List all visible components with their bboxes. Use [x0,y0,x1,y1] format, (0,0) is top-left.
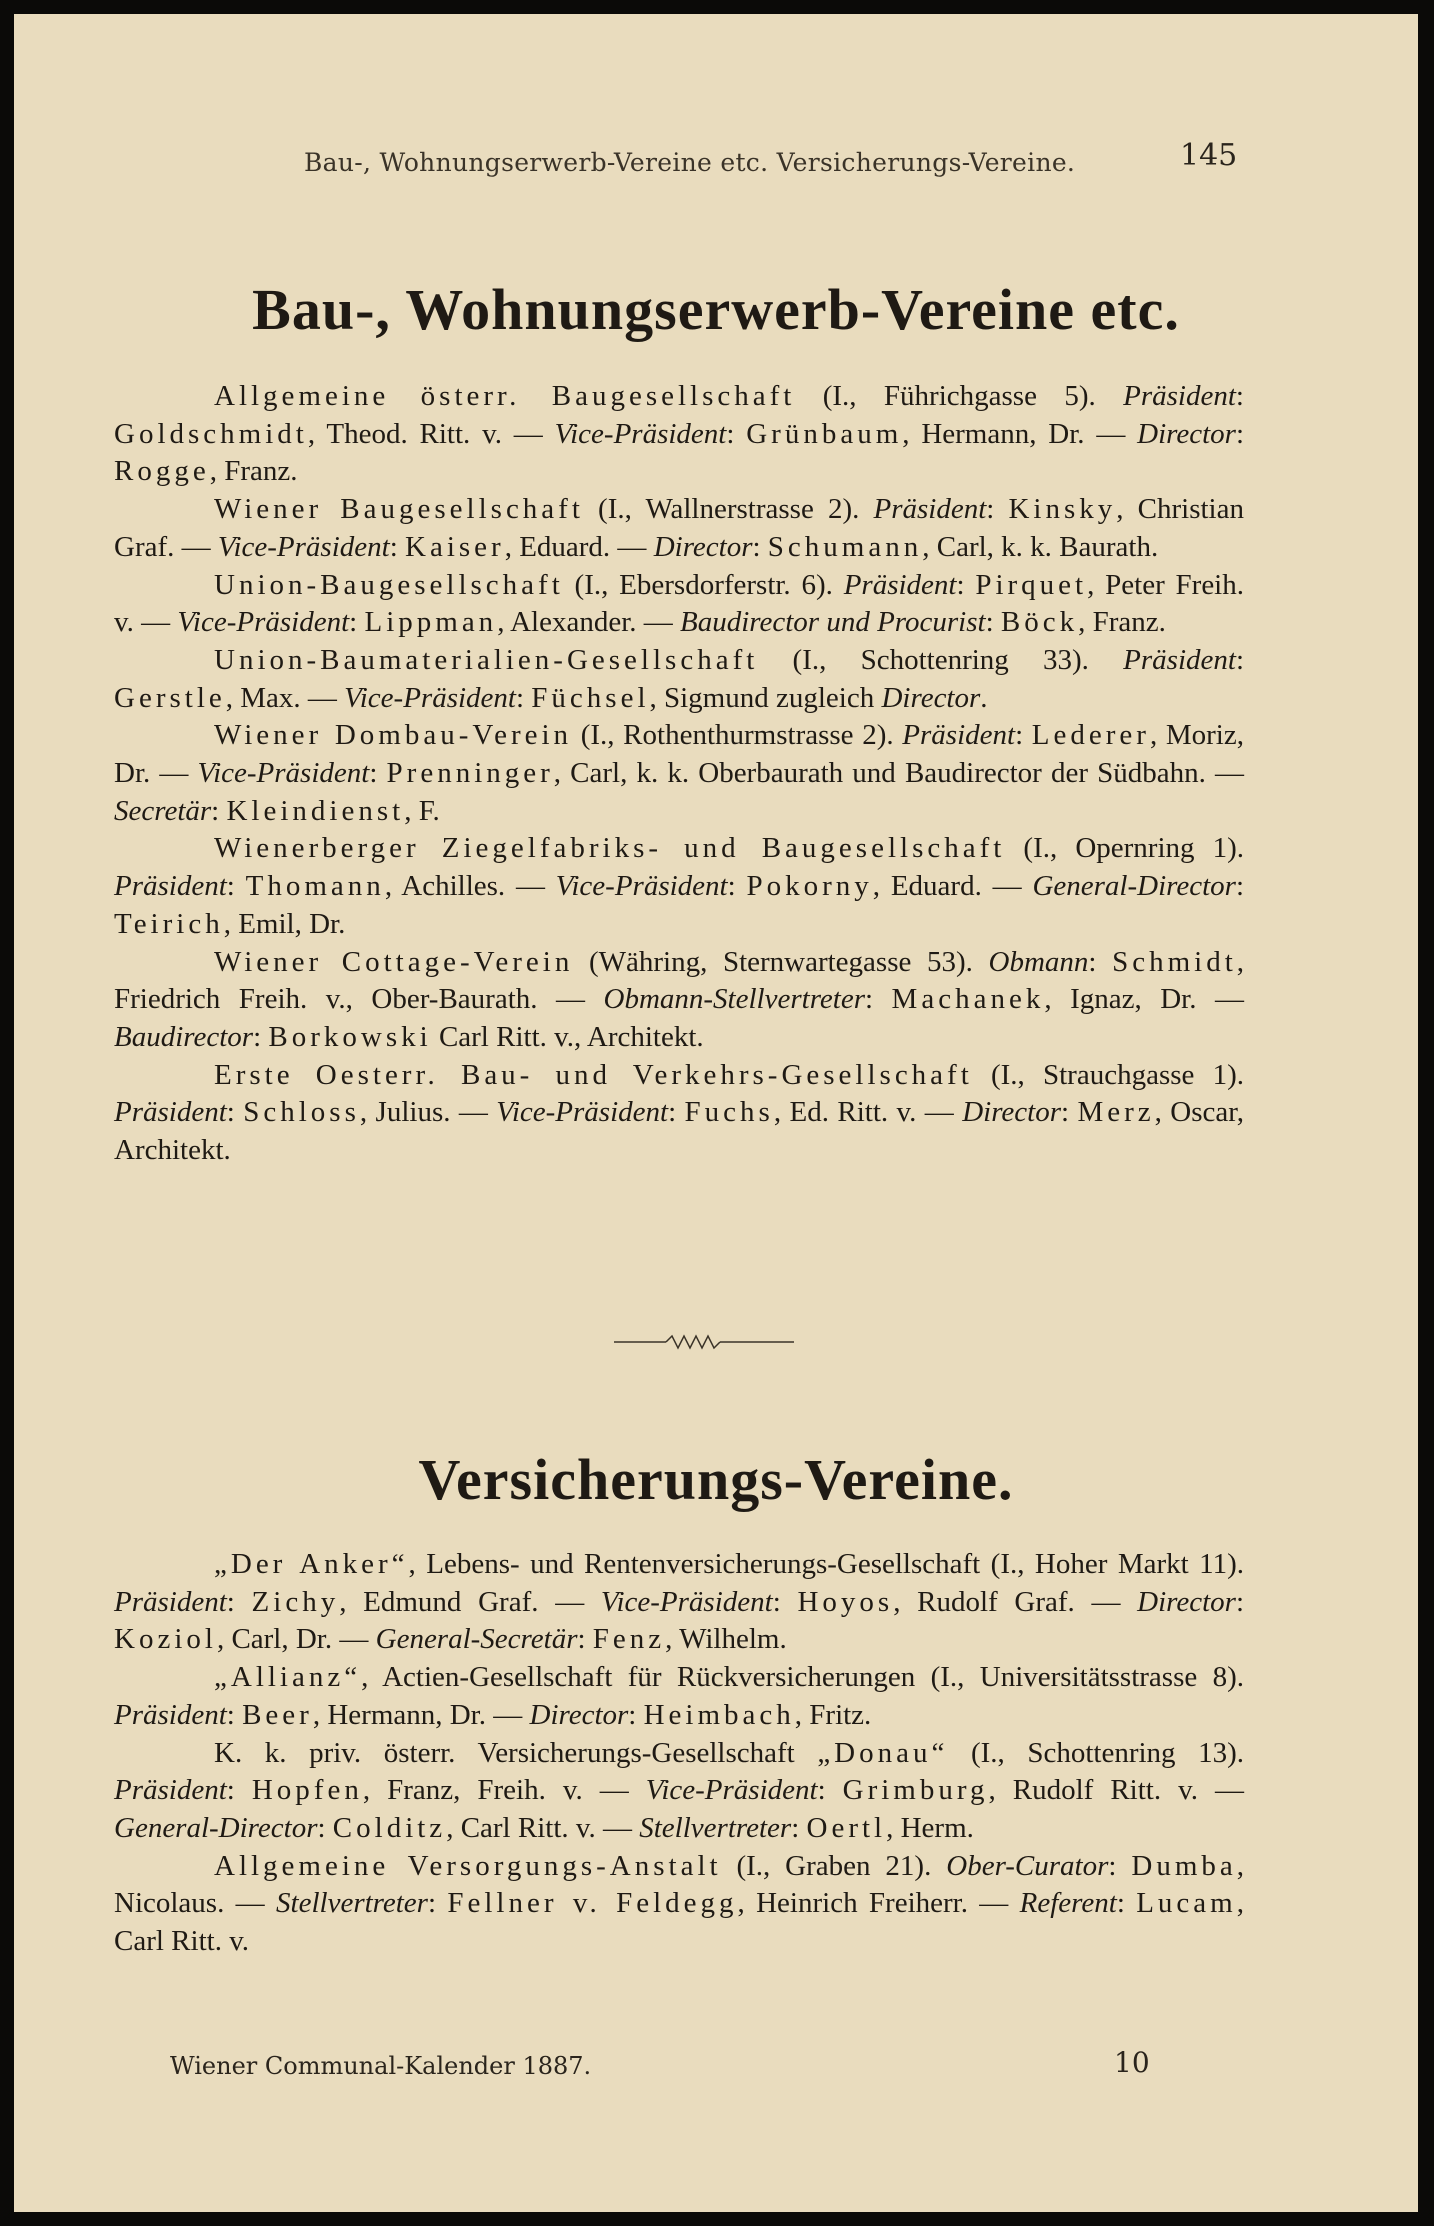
directory-entry [114,1735,1244,1848]
entry-text: , Carl, k. k. Oberbaurath und Baudirector der Südbahn. — [553,757,1245,790]
entry-text: : [226,1096,244,1129]
entry-role: Präsident [843,568,957,601]
entry-role: Präsident [114,1698,227,1731]
entry-text: , Alexander. — [497,606,681,639]
entry-text: : [726,417,747,450]
running-head: Bau-, Wohnungserwerb-Vereine etc. Versicherungs-Vereine. [304,148,1076,177]
entry-text: : [515,681,532,714]
entry-role: Vice-Präsident [600,1585,773,1618]
entry-text: : [349,606,365,639]
entry-text: : [389,530,405,563]
directory-entry [114,1848,1244,1961]
entry-name: Lederer [1031,719,1150,752]
entry-text: , Christian Graf. — [114,493,1244,563]
entry-text: , Nicolaus. — [114,1849,1244,1920]
entry-name: Pokorny [746,870,873,903]
entry-text: , Franz. [1078,606,1166,639]
directory-entry [114,1546,1244,1659]
entry-name: Schloss [243,1096,360,1129]
entry-text: (I., Graben 21). [721,1849,947,1882]
footer-signature-mark: 10 [1114,2046,1150,2079]
directory-entry [114,1659,1244,1734]
entry-text: (Währing, Sternwartegasse 53). [573,945,989,978]
entry-text: : [226,1698,243,1731]
entry-text: : [211,794,227,827]
entry-name: Wienerberger Ziegelfabriks- und Baugesellschaft [214,832,1006,865]
entry-role: Director [1137,1585,1236,1618]
entry-role: General-Secretär [375,1623,578,1656]
entry-role: Director [1137,417,1236,450]
entry-text: , F. [404,794,440,827]
ornament-divider [614,1332,794,1352]
entry-text: , Rudolf Graf. — [893,1585,1138,1618]
directory-entry [114,1057,1244,1170]
entry-text: , Carl Ritt. v. [114,1887,1244,1958]
entry-role: Präsident [114,1774,227,1807]
entry-name: Wiener Cottage-Verein [214,945,574,978]
entry-text: (I., Führichgasse 5). [795,380,1124,412]
entry-text: , Herm. [886,1811,974,1844]
entry-text: , Wilhelm. [665,1623,787,1656]
entry-name: Allgemeine österr. Baugesellschaft [214,380,796,412]
entry-text: Carl Ritt. v., Architekt. [431,1020,704,1053]
entry-role: Präsident [873,493,987,526]
entry-name: Union-Baumaterialien-Gesellschaft [214,643,759,676]
entry-role: Präsident [1123,643,1236,676]
entry-name: Pirquet [975,568,1088,601]
entry-text: , Oscar, Architekt. [114,1096,1245,1167]
entry-role: Baudirector [114,1020,254,1053]
entry-text: : [1088,945,1113,978]
entry-name: Koziol [114,1623,217,1656]
entry-role: Stellvertreter [639,1811,792,1844]
entry-name: Hoyos [797,1585,894,1618]
entry-name: Gerstle [114,681,226,714]
entry-text: : [226,870,246,903]
entry-name: Fuchs [684,1096,774,1129]
entry-text: , Moriz, Dr. — [114,719,1244,790]
page-number: 145 [1180,138,1238,173]
entry-name: Teirich [114,907,224,940]
section-title-versicherung: Versicherungs-Vereine. [418,1447,1014,1512]
entry-name: Colditz [332,1811,447,1844]
entry-text: , Ignaz, Dr. — [1044,983,1244,1016]
entry-name: Fenz [592,1623,666,1656]
entry-name: Erste Oesterr. Bau- und Verkehrs-Gesellschaft [214,1058,973,1091]
entry-text: : [985,606,1001,639]
entry-text: , Theod. Ritt. v. — [307,417,555,450]
entry-name: „Donau“ [817,1736,949,1769]
entry-name: Merz [1077,1096,1155,1129]
entry-role: Vice-Präsident [555,870,728,903]
entry-text: : [628,1698,644,1731]
entry-text: : [1015,719,1032,752]
entry-text: , Actien-Gesellschaft für Rückversicherungen (I., Universitätsstrasse 8). [361,1661,1244,1694]
entry-text: , Carl, Dr. — [216,1623,376,1656]
entry-text: : [986,493,1009,526]
directory-entry [114,642,1244,717]
entry-text: , Carl, k. k. Baurath. [922,530,1159,563]
entry-role: Referent [1019,1887,1117,1920]
entry-text: , Peter Freih. v. — [114,568,1244,639]
entry-name: Schumann [767,530,923,563]
entry-name: Fellner v. Feldegg [447,1887,738,1920]
entry-text: , Emil, Dr. [223,907,346,940]
entry-name: Wiener Baugesellschaft [214,493,584,526]
directory-entry [114,944,1244,1057]
entry-role: Präsident [902,719,1016,752]
entry-name: Thomann [245,870,385,903]
entry-text: : [752,530,768,563]
entry-text: , Sigmund zugleich [649,681,882,714]
entry-role: Vice-Präsident [554,417,727,450]
entry-name: Beer [242,1698,313,1731]
entry-role: Vice-Präsident [217,530,390,563]
entry-text: , Edmund Graf. — [339,1585,601,1618]
entry-name: Grünbaum [746,417,903,450]
entry-name: Grimburg [842,1774,989,1807]
entry-name: Borkowski [268,1020,432,1053]
entry-text: : [427,1887,448,1920]
entry-role: Präsident [114,1096,227,1129]
section-body-bau [114,378,1244,1170]
section-body-versicherung [114,1546,1244,1961]
entry-role: Vice-Präsident [645,1774,818,1807]
entry-text: (I., Wallnerstrasse 2). [583,493,874,526]
directory-entry [114,830,1244,943]
entry-name: Kleindienst [226,794,405,827]
entry-text: (I., Rothenthurmstrasse 2). [572,719,903,752]
entry-text: (I., Opernring 1). [1005,832,1244,865]
entry-name: Böck [1000,606,1079,639]
entry-text: : [577,1623,593,1656]
entry-text: K. k. priv. österr. Versicherungs-Gesellschaft [214,1736,818,1769]
entry-text: (I., Ebersdorferstr. 6). [563,568,844,601]
entry-role: Präsident [114,1585,227,1618]
entry-role: Vice-Präsident [496,1096,669,1129]
entry-text: : [864,983,892,1016]
entry-text: , Julius. — [359,1096,497,1129]
entry-text: : [1108,1849,1132,1882]
entry-role: Director [529,1698,629,1731]
entry-role: Stellvertreter [276,1887,428,1920]
entry-text: : [1061,1096,1078,1129]
directory-entry [114,491,1244,566]
entry-text: , Rudolf Ritt. v. — [988,1774,1244,1807]
entry-text: : [1116,1887,1137,1920]
entry-text: : [317,1811,333,1844]
section-title-bau: Bau-, Wohnungserwerb-Vereine etc. [252,277,1180,342]
entry-name: Zichy [251,1585,340,1618]
entry-role: Präsident [1123,380,1236,412]
entry-text: , Franz, Freih. v. — [362,1774,646,1807]
entry-text: (I., Schottenring 33). [758,643,1124,676]
directory-entry [114,567,1244,642]
entry-role: Obmann-Stellvertreter [603,983,865,1016]
entry-text: , Achilles. — [384,870,556,903]
entry-name: Oertl [806,1811,887,1844]
entry-role: Vice-Präsident [177,606,350,639]
entry-text: , Ed. Ritt. v. — [773,1096,963,1129]
entry-text: : [956,568,976,601]
entry-role: Director [881,681,981,714]
entry-role: Baudirector und Procurist [680,606,986,639]
entry-name: Lippman [364,606,498,639]
entry-text: : [772,1585,798,1618]
entry-name: Füchsel [531,681,650,714]
entry-text: : [1235,1585,1245,1618]
entry-name: Rogge [114,455,210,488]
entry-text: : [369,757,387,790]
entry-text: , Carl Ritt. v. — [446,1811,640,1844]
entry-text: , Hermann, Dr. — [902,417,1138,450]
entry-text: : [817,1774,843,1807]
entry-role: General-Director [114,1811,318,1844]
directory-entry [114,717,1244,830]
entry-name: Lucam [1136,1887,1237,1920]
book-page [14,14,1418,2212]
entry-role: Director [653,530,753,563]
entry-text: , Eduard. — [504,530,654,563]
entry-name: Wiener Dombau-Verein [214,719,573,752]
entry-text: , Friedrich Freih. v., Ober-Baurath. — [114,945,1245,1016]
directory-entry [114,378,1244,491]
entry-role: Vice-Präsident [344,681,516,714]
entry-name: Kaiser [405,530,505,563]
entry-text: , Eduard. — [872,870,1033,903]
entry-role: Ober-Curator [946,1849,1109,1882]
entry-text: . [980,681,988,714]
entry-name: Kinsky [1008,493,1117,526]
entry-role: Secretär [114,794,212,827]
entry-role: Obmann [988,945,1089,978]
entry-text: : [668,1096,685,1129]
entry-text: : [1235,870,1244,903]
entry-role: General-Director [1032,870,1236,903]
entry-text: : [727,870,747,903]
entry-name: Union-Baugesellschaft [214,568,564,601]
entry-text: , Franz. [209,455,298,488]
entry-role: Director [962,1096,1061,1129]
entry-name: Schmidt [1112,945,1237,978]
entry-text: : [791,1811,807,1844]
entry-text: : [1235,417,1244,450]
entry-name: Allgemeine Versorgungs-Anstalt [214,1849,722,1882]
entry-name: Machanek [891,983,1045,1016]
entry-text: : [1235,380,1244,412]
entry-name: „Der Anker“ [214,1548,409,1580]
entry-text: , Fritz. [794,1698,872,1731]
entry-text: : [253,1020,269,1053]
entry-text: , Heinrich Freiherr. — [737,1887,1020,1920]
entry-name: Heimbach [643,1698,795,1731]
entry-text: : [226,1774,252,1807]
entry-name: Hopfen [251,1774,363,1807]
entry-text: , Lebens- und Rentenversicherungs-Gesellschaft (I., Hoher Markt 11). [408,1548,1245,1580]
entry-text: : [1235,643,1244,676]
entry-text: (I., Schottenring 13). [948,1736,1245,1769]
entry-name: Goldschmidt [114,417,308,450]
entry-text: , Hermann, Dr. — [312,1698,530,1731]
entry-name: „Allianz“ [214,1661,362,1694]
footer-publication: Wiener Communal-Kalender 1887. [170,2052,592,2080]
entry-name: Dumba [1131,1849,1237,1882]
entry-name: Prenninger [386,757,554,790]
entry-text: , Max. — [225,681,345,714]
entry-role: Vice-Präsident [197,757,370,790]
entry-role: Präsident [114,870,227,903]
entry-text: (I., Strauchgasse 1). [972,1058,1244,1091]
entry-text: : [226,1585,252,1618]
